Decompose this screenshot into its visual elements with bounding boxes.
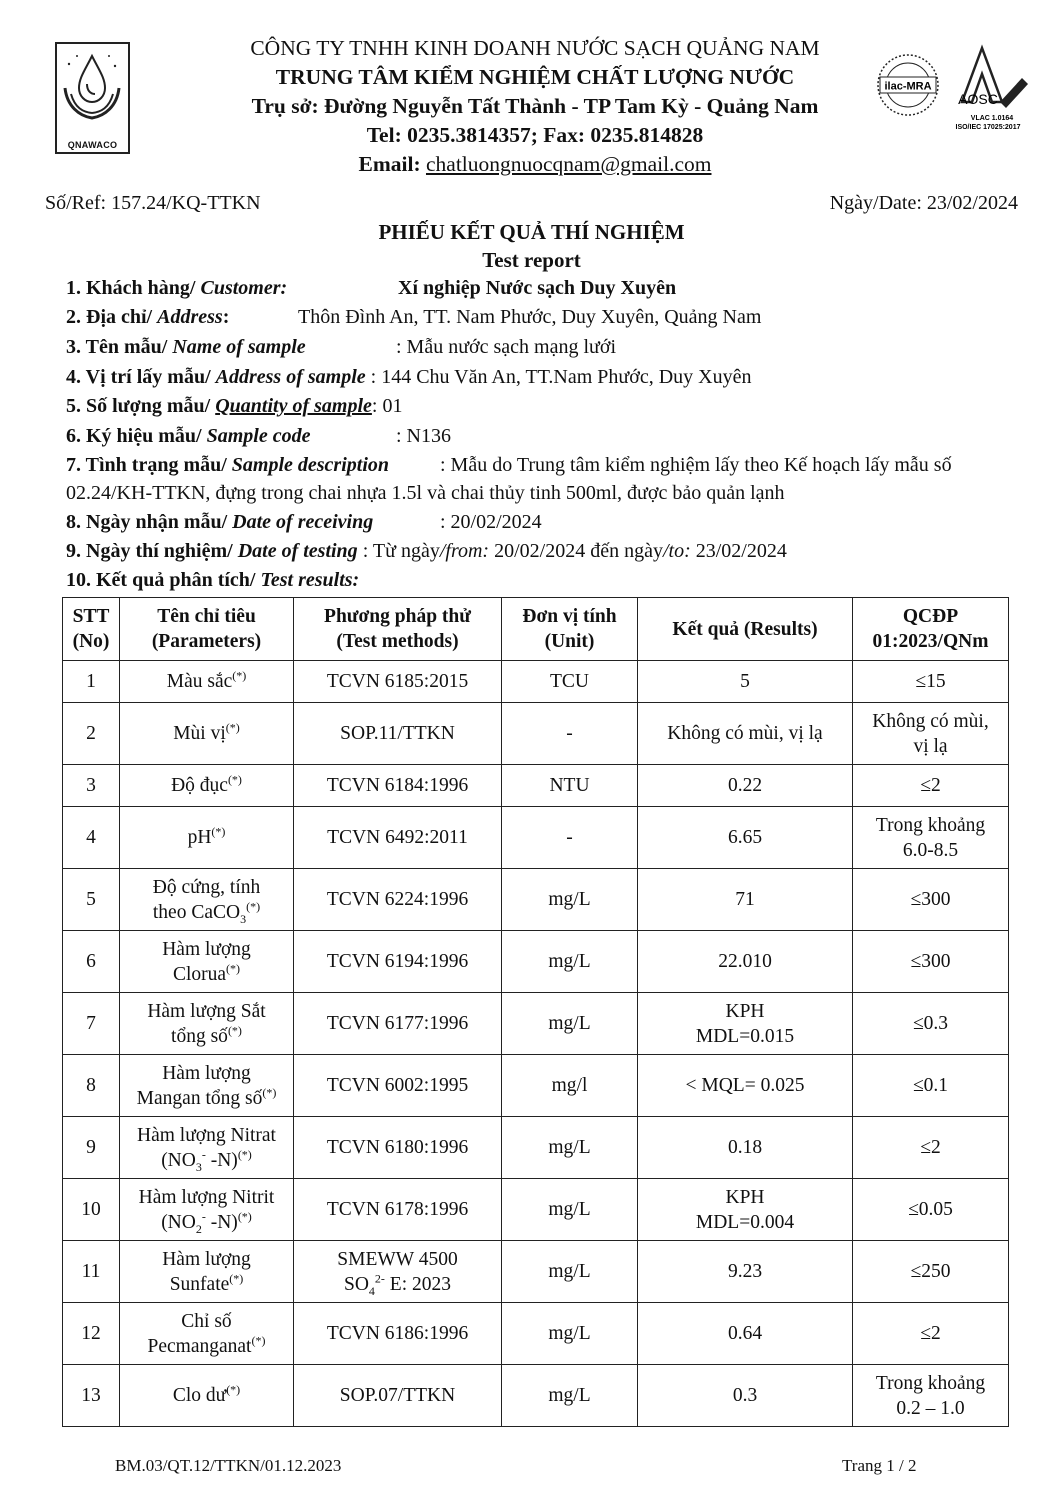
cell-standard: ≤0.3: [853, 993, 1009, 1055]
cell-method: TCVN 6184:1996: [294, 765, 502, 807]
label-en: Date of testing: [237, 540, 358, 562]
cell-no: 4: [63, 807, 120, 869]
email-label: Email:: [358, 152, 426, 176]
cell-standard: ≤0.05: [853, 1179, 1009, 1241]
cell-parameter: Độ cứng, tính theo CaCO$_3$(*): [120, 869, 294, 931]
address-value: Thôn Đình An, TT. Nam Phước, Duy Xuyên, Quảng Nam: [298, 306, 762, 328]
table-row: [63, 1241, 1009, 1303]
label-en: Date of receiving: [232, 511, 374, 533]
cell-method: TCVN 6180:1996: [294, 1117, 502, 1179]
cell-method: TCVN 6178:1996: [294, 1179, 502, 1241]
cell-standard: ≤300: [853, 931, 1009, 993]
label-vi: 8. Ngày nhận mẫu/: [66, 511, 233, 533]
report-title: [0, 218, 1063, 274]
label-en: Address: [157, 306, 223, 328]
cell-result: 5: [638, 661, 853, 703]
label-en: Address of sample: [215, 366, 366, 388]
cell-result: < MQL= 0.025: [638, 1055, 853, 1117]
col-parameter: Tên chỉ tiêu (Parameters): [120, 598, 294, 661]
cell-no: 2: [63, 703, 120, 765]
cell-unit: mg/l: [502, 1055, 638, 1117]
info-sample-code: [66, 425, 451, 448]
label-vi: 10. Kết quả phân tích/: [66, 569, 261, 591]
cell-unit: TCU: [502, 661, 638, 703]
table-row: [63, 993, 1009, 1055]
table-row: [63, 1055, 1009, 1117]
cell-unit: mg/L: [502, 1365, 638, 1427]
testing-from-prefix: : Từ ngày: [357, 540, 440, 562]
label-en: Customer:: [200, 277, 288, 299]
sample-name-value: : Mẫu nước sạch mạng lưới: [396, 336, 617, 358]
col-result: Kết quả (Results): [638, 598, 853, 661]
cell-parameter: Hàm lượng Sunfate(*): [120, 1241, 294, 1303]
cell-standard: Không có mùi, vị lạ: [853, 703, 1009, 765]
page-number: Trang 1 / 2: [842, 1456, 917, 1475]
table-row: [63, 931, 1009, 993]
qnawaco-logo: [55, 42, 130, 154]
ilac-mra-label: ilac-MRA: [884, 80, 932, 93]
title-en: Test report: [482, 248, 581, 272]
table-row: [63, 1117, 1009, 1179]
cell-result: 0.64: [638, 1303, 853, 1365]
cell-unit: mg/L: [502, 1241, 638, 1303]
cell-method: SOP.07/TTKN: [294, 1365, 502, 1427]
label-vi: 7. Tình trạng mẫu/: [66, 454, 232, 476]
cell-unit: mg/L: [502, 1179, 638, 1241]
table-header-row: [63, 598, 1009, 661]
results-table: [62, 597, 1009, 1427]
testing-to-label: /to:: [662, 540, 691, 562]
cell-parameter: Hàm lượng Nitrat ($NO_3^-$ -N)(*): [120, 1117, 294, 1179]
cell-parameter: Chỉ số Pecmanganat(*): [120, 1303, 294, 1365]
cell-standard: ≤2: [853, 1303, 1009, 1365]
description-value-1: : Mẫu do Trung tâm kiểm nghiệm lấy theo Kế hoạch lấy mẫu số: [440, 454, 952, 476]
label-en: Sample description: [231, 454, 390, 476]
info-sample-location: [66, 366, 751, 389]
cell-method: TCVN 6492:2011: [294, 807, 502, 869]
label-vi: 2. Địa chỉ/: [66, 306, 158, 328]
cell-result: 71: [638, 869, 853, 931]
info-test-results: [66, 569, 359, 592]
cell-no: 12: [63, 1303, 120, 1365]
cell-parameter: Hàm lượng Sắt tổng số(*): [120, 993, 294, 1055]
cell-method: SOP.11/TTKN: [294, 703, 502, 765]
ilac-mra-badge-icon: [872, 40, 1042, 140]
info-quantity: [66, 395, 402, 418]
cell-parameter: Clo dư(*): [120, 1365, 294, 1427]
cell-standard: ≤2: [853, 765, 1009, 807]
phone-fax: Tel: 0235.3814357; Fax: 0235.814828: [366, 123, 704, 147]
cell-no: 7: [63, 993, 120, 1055]
cell-method: SMEWW 4500 $SO_4^{2-}$ E: 2023: [294, 1241, 502, 1303]
description-value-2: 02.24/KH-TTKN, đựng trong chai nhựa 1.5l và chai thủy tinh 500ml, được bảo quản lạnh: [66, 482, 785, 504]
center-name: TRUNG TÂM KIỂM NGHIỆM CHẤT LƯỢNG NƯỚC: [275, 65, 795, 89]
cell-standard: ≤2: [853, 1117, 1009, 1179]
iso-label: ISO/IEC 17025:2017: [955, 124, 1021, 131]
cell-result: Không có mùi, vị lạ: [638, 703, 853, 765]
cell-no: 5: [63, 869, 120, 931]
cell-result: 22.010: [638, 931, 853, 993]
label-vi: 5. Số lượng mẫu/: [66, 395, 216, 417]
cell-result: 0.22: [638, 765, 853, 807]
customer-value: Xí nghiệp Nước sạch Duy Xuyên: [398, 277, 677, 299]
cell-result: 0.18: [638, 1117, 853, 1179]
info-address: 2. Địa chỉ/ Address: Thôn Đình An, TT. Nam Phước, Duy Xuyên, Quảng Nam: [66, 306, 762, 328]
cell-result: 9.23: [638, 1241, 853, 1303]
label-vi: 6. Ký hiệu mẫu/: [66, 425, 207, 447]
cell-unit: mg/L: [502, 1117, 638, 1179]
testing-from-label: /from:: [439, 540, 490, 562]
label-vi: 4. Vị trí lấy mẫu/: [66, 366, 216, 388]
cell-unit: NTU: [502, 765, 638, 807]
form-code: BM.03/QT.12/TTKN/01.12.2023: [115, 1456, 342, 1475]
email-link[interactable]: chatluongnuocqnam@gmail.com: [425, 152, 712, 176]
cell-standard: ≤0.1: [853, 1055, 1009, 1117]
cell-method: TCVN 6185:2015: [294, 661, 502, 703]
info-sample-description-2: [66, 482, 785, 505]
cell-parameter: Hàm lượng Clorua(*): [120, 931, 294, 993]
logo-left-text: QNAWACO: [67, 140, 118, 150]
cell-no: 9: [63, 1117, 120, 1179]
table-row: [63, 807, 1009, 869]
label-vi: 3. Tên mẫu/: [66, 336, 173, 358]
cell-unit: mg/L: [502, 869, 638, 931]
cell-parameter: pH(*): [120, 807, 294, 869]
cell-unit: -: [502, 807, 638, 869]
table-row: [63, 1303, 1009, 1365]
cell-no: 10: [63, 1179, 120, 1241]
cell-standard: ≤300: [853, 869, 1009, 931]
label-vi: 9. Ngày thí nghiệm/: [66, 540, 238, 562]
accreditation-logos: [872, 40, 1042, 140]
table-row: [63, 869, 1009, 931]
table-row: [63, 661, 1009, 703]
cell-unit: mg/L: [502, 993, 638, 1055]
cell-result: KPH MDL=0.015: [638, 993, 853, 1055]
cell-standard: Trong khoảng 0.2 – 1.0: [853, 1365, 1009, 1427]
table-row: [63, 765, 1009, 807]
date-receiving-value: : 20/02/2024: [440, 511, 542, 533]
cell-no: 13: [63, 1365, 120, 1427]
cell-method: TCVN 6177:1996: [294, 993, 502, 1055]
col-no: STT (No): [63, 598, 120, 661]
letterhead: [140, 34, 930, 179]
report-date: Ngày/Date: 23/02/2024: [829, 192, 1018, 214]
cell-method: TCVN 6224:1996: [294, 869, 502, 931]
info-date-testing: [66, 540, 787, 563]
sample-location-value: : 144 Chu Văn An, TT.Nam Phước, Duy Xuyên: [370, 366, 752, 388]
testing-to-value: 23/02/2024: [690, 540, 787, 562]
cell-no: 3: [63, 765, 120, 807]
col-standard: QCĐP 01:2023/QNm: [853, 598, 1009, 661]
cell-unit: mg/L: [502, 931, 638, 993]
info-customer: [66, 277, 677, 300]
cell-result: KPH MDL=0.004: [638, 1179, 853, 1241]
cell-no: 1: [63, 661, 120, 703]
cell-method: TCVN 6002:1995: [294, 1055, 502, 1117]
table-row: [63, 1179, 1009, 1241]
cell-unit: -: [502, 703, 638, 765]
cell-parameter: Màu sắc(*): [120, 661, 294, 703]
cell-parameter: Độ đục(*): [120, 765, 294, 807]
info-sample-description: [66, 454, 952, 477]
label-en: Quantity of sample: [215, 395, 372, 417]
cell-no: 6: [63, 931, 120, 993]
cell-no: 11: [63, 1241, 120, 1303]
cell-result: 0.3: [638, 1365, 853, 1427]
reference-number: Số/Ref: 157.24/KQ-TTKN: [45, 192, 261, 214]
cell-standard: Trong khoảng 6.0-8.5: [853, 807, 1009, 869]
info-date-receiving: [66, 511, 542, 534]
cell-parameter: Hàm lượng Mangan tổng số(*): [120, 1055, 294, 1117]
quantity-value: : 01: [371, 395, 403, 417]
head-office-address: Trụ sở: Đường Nguyễn Tất Thành - TP Tam Kỳ - Quảng Nam: [251, 94, 819, 118]
email-line: [140, 150, 930, 179]
label-en: Name of sample: [172, 336, 306, 358]
table-row: [63, 1365, 1009, 1427]
cell-standard: ≤250: [853, 1241, 1009, 1303]
cell-method: TCVN 6194:1996: [294, 931, 502, 993]
col-method: Phương pháp thử (Test methods): [294, 598, 502, 661]
testing-from-value: 20/02/2024 đến ngày: [489, 540, 663, 562]
col-unit: Đơn vị tính (Unit): [502, 598, 638, 661]
cell-method: TCVN 6186:1996: [294, 1303, 502, 1365]
label-en: Sample code: [206, 425, 311, 447]
cell-standard: ≤15: [853, 661, 1009, 703]
info-sample-name: [66, 336, 617, 359]
vlac-label: VLAC 1.0164: [970, 115, 1014, 122]
title-vi: PHIẾU KẾT QUẢ THÍ NGHIỆM: [378, 220, 685, 244]
sample-code-value: : N136: [396, 425, 451, 447]
label-vi: 1. Khách hàng/: [66, 277, 201, 299]
cell-result: 6.65: [638, 807, 853, 869]
table-row: [63, 703, 1009, 765]
company-name: CÔNG TY TNHH KINH DOANH NƯỚC SẠCH QUẢNG NAM: [250, 36, 820, 60]
cell-no: 8: [63, 1055, 120, 1117]
cell-parameter: Mùi vị(*): [120, 703, 294, 765]
aosc-label: AOSC: [958, 91, 998, 107]
cell-parameter: Hàm lượng Nitrit ($NO_2^-$ -N)(*): [120, 1179, 294, 1241]
label-en: Test results:: [260, 569, 360, 591]
cell-unit: mg/L: [502, 1303, 638, 1365]
